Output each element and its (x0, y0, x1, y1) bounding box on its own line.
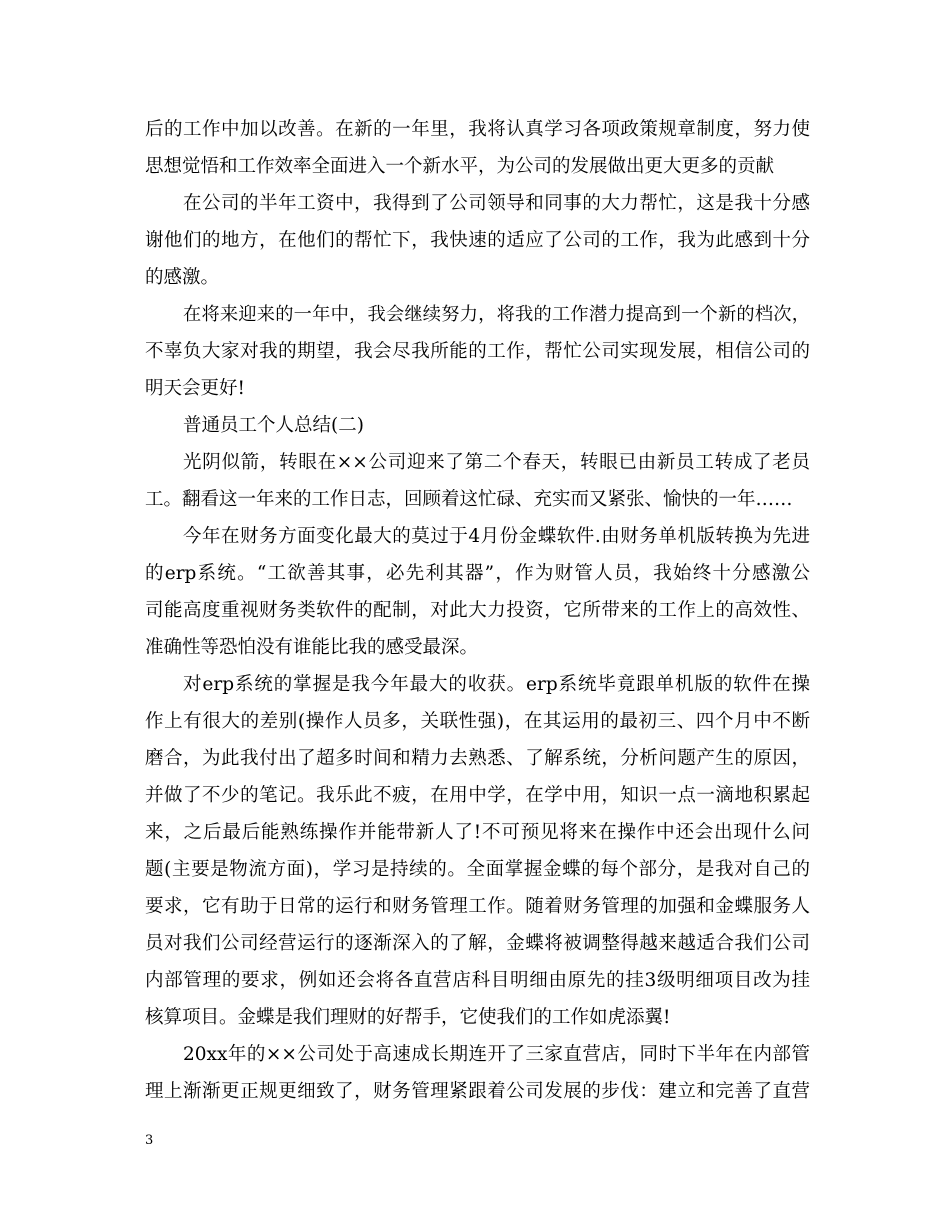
text-line: 工。翻看这一年来的工作日志，回顾着这忙碌、充实而又紧张、愉快的一年…… (145, 489, 793, 510)
text-line: 对erp系统的掌握是我今年最大的收获。erp系统毕竟跟单机版的软件在操 (183, 674, 810, 695)
text-line: 今年在财务方面变化最大的莫过于4月份金蝶软件.由财务单机版转换为先进 (183, 526, 810, 547)
text-line: 20xx年的××公司处于高速成长期连开了三家直营店，同时下半年在内部管 (183, 1044, 810, 1065)
text-line: 的感激。 (145, 267, 220, 288)
text-line: 明天会更好! (145, 378, 245, 399)
text-line: 的erp系统。“工欲善其事，必先利其器”，作为财管人员，我始终十分感激公 (145, 563, 810, 584)
text-line: 司能高度重视财务类软件的配制，对此大力投资，它所带来的工作上的高效性、 (145, 600, 810, 621)
text-line: 来，之后最后能熟练操作并能带新人了!不可预见将来在操作中还会出现什么问 (145, 822, 810, 843)
text-line: 思想觉悟和工作效率全面进入一个新水平，为公司的发展做出更大更多的贡献 (145, 156, 775, 177)
text-line: 题(主要是物流方面)，学习是持续的。全面掌握金蝶的每个部分，是我对自己的 (145, 859, 810, 880)
text-line: 在公司的半年工资中，我得到了公司领导和同事的大力帮忙，这是我十分感 (183, 193, 810, 214)
text-line: 普通员工个人总结(二) (183, 415, 364, 436)
text-line: 在将来迎来的一年中，我会继续努力，将我的工作潜力提高到一个新的档次， (183, 304, 810, 325)
text-line: 核算项目。金蝶是我们理财的好帮手，它使我们的工作如虎添翼! (145, 1007, 671, 1028)
text-line: 员对我们公司经营运行的逐渐深入的了解，金蝶将被调整得越来越适合我们公司 (145, 933, 810, 954)
text-line: 并做了不少的笔记。我乐此不疲，在用中学，在学中用，知识一点一滴地积累起 (145, 785, 810, 806)
text-line: 磨合，为此我付出了超多时间和精力去熟悉、了解系统，分析问题产生的原因， (145, 748, 810, 769)
text-line: 理上渐渐更正规更细致了，财务管理紧跟着公司发展的步伐：建立和完善了直营 (145, 1081, 810, 1102)
document-body (145, 111, 810, 1110)
text-line: 后的工作中加以改善。在新的一年里，我将认真学习各项政策规章制度，努力使 (145, 119, 810, 140)
page-number: 3 (145, 1133, 154, 1148)
text-line: 光阴似箭，转眼在××公司迎来了第二个春天，转眼已由新员工转成了老员 (183, 452, 810, 473)
text-line: 准确性等恐怕没有谁能比我的感受最深。 (145, 637, 479, 658)
text-line: 要求，它有助于日常的运行和财务管理工作。随着财务管理的加强和金蝶服务人 (145, 896, 810, 917)
text-line: 作上有很大的差别(操作人员多，关联性强)，在其运用的最初三、四个月中不断 (145, 711, 810, 732)
text-line: 不辜负大家对我的期望，我会尽我所能的工作，帮忙公司实现发展，相信公司的 (145, 341, 810, 362)
text-line: 谢他们的地方，在他们的帮忙下，我快速的适应了公司的工作，我为此感到十分 (145, 230, 810, 251)
text-line: 内部管理的要求，例如还会将各直营店科目明细由原先的挂3级明细项目改为挂 (145, 970, 810, 991)
